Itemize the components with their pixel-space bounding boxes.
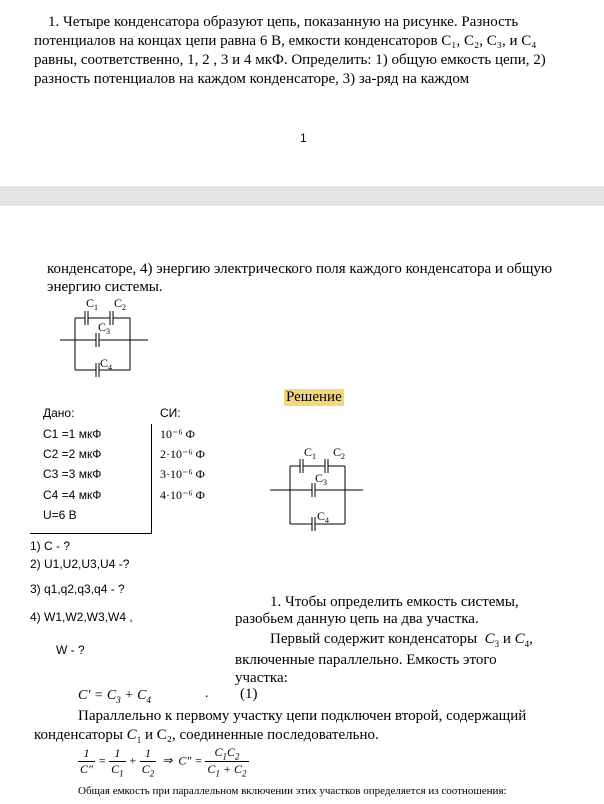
circuit-diagram-solution — [270, 446, 365, 536]
circuit-diagram-small — [60, 296, 150, 381]
given-item-c4: C4 =4 мкФ — [43, 488, 102, 502]
page-number: 1 — [300, 131, 307, 145]
para-second-line2: конденсаторы $C_1$ и С₂, соединенные последовательно. — [34, 727, 379, 745]
given-divider-vertical — [151, 424, 152, 534]
step1-line3: Первый содержит конденсаторы $C_3$ и $C_4$, — [270, 631, 533, 649]
given-item-u: U=6 В — [43, 508, 77, 522]
para-second-line1: Параллельно к первому участку цепи подключен второй, содержащий — [78, 708, 527, 724]
label-c3-solution: $C_3$ — [315, 471, 328, 487]
find-item-1: 1) C - ? — [30, 539, 71, 553]
label-c4-solution: $C_4$ — [317, 509, 330, 525]
label-c1: $C_1$ — [86, 296, 99, 312]
solution-heading: Решение — [286, 389, 342, 405]
equation-1-dot: . — [205, 686, 209, 701]
problem-text-part2: конденсаторе, 4) энергию электрического поля каждого конденсатора и общую энергию системы. — [47, 261, 553, 295]
step1-line5: участка: — [235, 670, 288, 686]
equation-2: $\frac{1}{C''}$ = $\frac{1}{C_1}$ + $\frac{1}{C_2}$ ⇒ C″ = $\frac{C_1C_2}{C_1 + C_2}$ — [80, 745, 247, 779]
si-item-1: 10⁻⁶ Ф — [160, 427, 195, 441]
si-item-3: 3·10⁻⁶ Ф — [160, 467, 205, 481]
page-separator — [0, 186, 604, 206]
equation-1-number: (1) — [240, 686, 258, 702]
given-item-c3: C3 =3 мкФ — [43, 467, 102, 481]
find-item-3: 3) q1,q2,q3,q4 - ? — [30, 582, 125, 596]
bottom-line: Общая емкость при параллельном включении этих участков определяется из соотношения: — [78, 785, 507, 797]
given-item-c1: C1 =1 мкФ — [43, 427, 102, 441]
given-divider-horizontal — [30, 533, 152, 534]
find-item-2: 2) U1,U2,U3,U4 -? — [30, 557, 130, 571]
si-header: СИ: — [160, 406, 181, 420]
label-c4: $C_4$ — [100, 356, 113, 372]
given-item-c2: C2 =2 мкФ — [43, 447, 102, 461]
find-item-4: 4) W1,W2,W3,W4 , — [30, 610, 133, 624]
label-c3: $C_3$ — [98, 320, 111, 336]
label-c1-solution: $C_1$ — [304, 446, 317, 461]
equation-1: $C' = C_3 + C_4$ — [78, 688, 151, 705]
si-item-2: 2·10⁻⁶ Ф — [160, 447, 205, 461]
step1-line1: 1. Чтобы определить емкость системы, — [270, 594, 519, 610]
label-c2: $C_2$ — [114, 296, 127, 312]
label-c2-solution: $C_2$ — [333, 446, 346, 461]
given-header: Дано: — [43, 406, 75, 420]
step1-line4: включенные параллельно. Емкость этого — [235, 652, 497, 668]
step1-line2: разобьем данную цепь на два участка. — [235, 611, 479, 627]
problem-text-part1: 1. Четыре конденсатора образуют цепь, показанную на рисунке. Разность потенциалов на концах цепи равна 6 В, емкости конденсаторов С₁, С₂, С₃, и С₄ равны, соответственно, 1, 2 , 3 и 4 мкФ. Определить: 1) общую емкость цепи, 2) разность потенциалов на каждом конденсаторе, 3) за-ряд на каждом — [34, 14, 546, 87]
si-item-4: 4·10⁻⁶ Ф — [160, 488, 205, 502]
find-item-5: W - ? — [56, 643, 85, 657]
